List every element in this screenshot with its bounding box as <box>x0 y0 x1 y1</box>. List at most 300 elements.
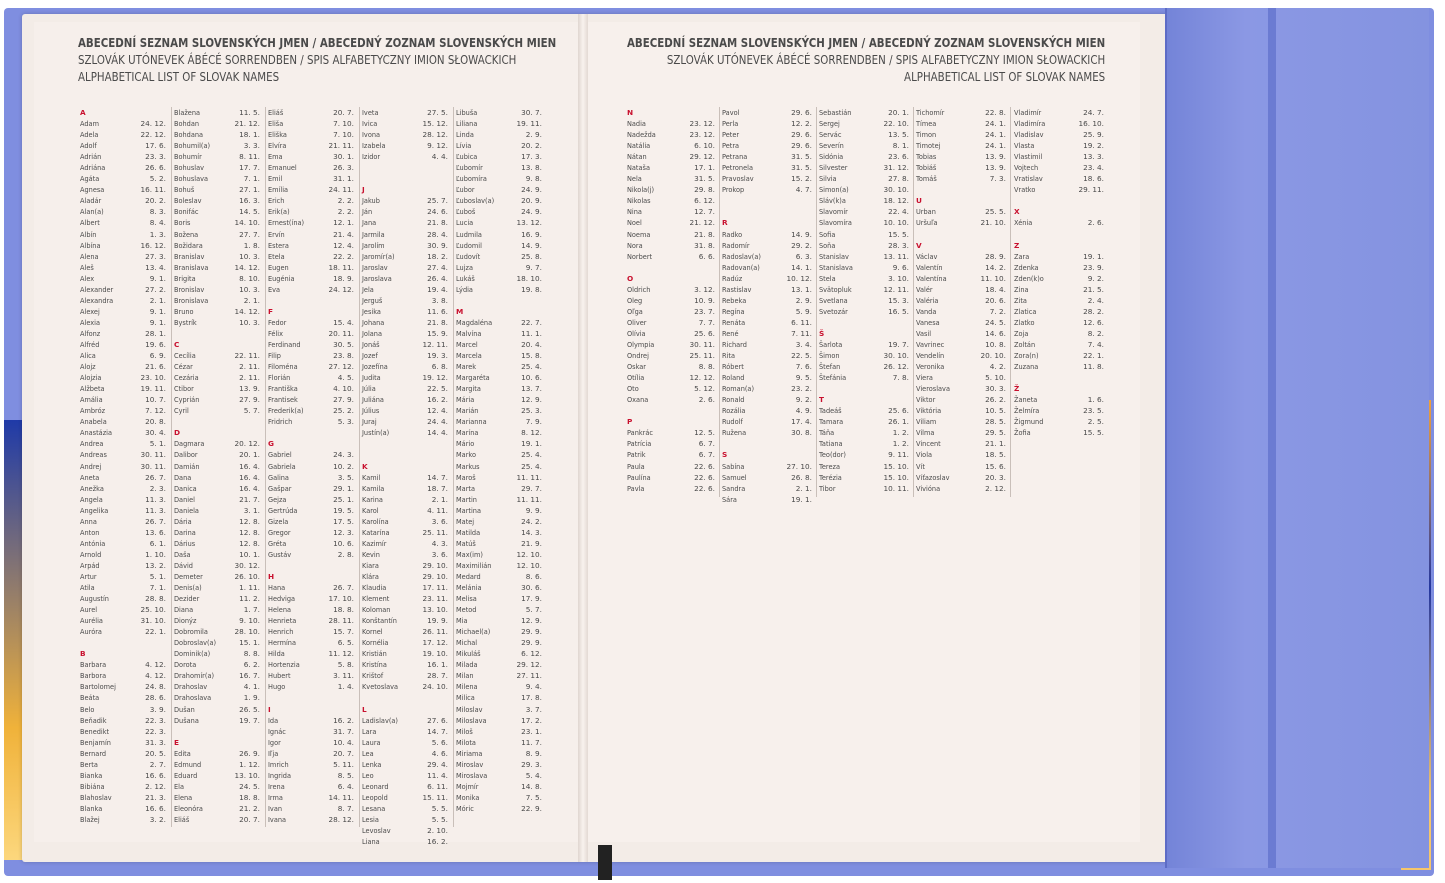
name-entry <box>722 107 812 118</box>
name-day-date: 1. 7. <box>243 605 260 615</box>
name-entry <box>456 449 542 460</box>
name-text: Paulína <box>627 472 651 482</box>
name-day-date: 8. 1. <box>892 141 909 151</box>
name-entry <box>268 472 354 483</box>
name-column-1 <box>80 107 166 825</box>
name-entry <box>456 372 542 383</box>
name-day-date: 7. 5. <box>525 792 542 802</box>
letter-heading: S <box>722 450 728 460</box>
name-text: Judita <box>362 373 381 383</box>
name-text: Benjamín <box>80 737 111 747</box>
name-text: Valentína <box>916 273 947 283</box>
name-text: Elvíra <box>268 141 287 151</box>
name-text: Jozefína <box>362 362 388 372</box>
name-day-date: 22. 12. <box>140 130 166 140</box>
name-entry <box>174 372 260 383</box>
name-entry <box>456 571 542 582</box>
name-entry <box>174 692 260 703</box>
name-text: Ľubomíra <box>456 174 487 184</box>
name-entry <box>722 251 812 262</box>
name-day-date: 11. 7. <box>521 737 542 747</box>
name-entry <box>1014 328 1104 339</box>
name-day-date: 1. 3. <box>149 229 166 239</box>
name-entry <box>456 129 542 140</box>
name-text: Žofia <box>1014 428 1031 438</box>
name-entry <box>362 571 448 582</box>
name-entry <box>80 273 166 284</box>
name-day-date: 12. 8. <box>239 538 260 548</box>
name-entry <box>456 405 542 416</box>
spacer <box>722 438 812 449</box>
name-day-date: 7. 12. <box>145 406 166 416</box>
name-entry <box>1014 306 1104 317</box>
name-day-date: 5. 11. <box>333 759 354 769</box>
name-day-date: 29. 4. <box>427 759 448 769</box>
name-entry <box>456 748 542 759</box>
name-day-date: 7. 9. <box>525 417 542 427</box>
name-text: Markus <box>456 461 480 471</box>
name-text: Dobromila <box>174 627 208 637</box>
name-text: Zoja <box>1014 328 1029 338</box>
name-day-date: 5. 9. <box>795 306 812 316</box>
name-text: Tadeáš <box>819 406 842 416</box>
name-text: Valentín <box>916 262 943 272</box>
name-entry <box>80 593 166 604</box>
name-text: Blažej <box>80 815 100 824</box>
name-day-date: 13. 2. <box>145 560 166 570</box>
name-entry <box>627 438 715 449</box>
name-text: Danica <box>174 483 197 493</box>
name-text: Daniela <box>174 505 199 515</box>
name-day-date: 18. 7. <box>427 483 448 493</box>
name-entry <box>722 483 812 494</box>
name-day-date: 14. 8. <box>521 781 542 791</box>
name-text: Jarolím <box>362 240 385 250</box>
name-entry <box>722 151 812 162</box>
name-day-date: 19. 7. <box>239 715 260 725</box>
name-entry <box>722 328 812 339</box>
name-day-date: 25. 4. <box>521 450 542 460</box>
name-entry <box>627 195 715 206</box>
name-entry <box>456 505 542 516</box>
name-day-date: 2. 11. <box>239 362 260 372</box>
name-entry <box>456 461 542 472</box>
name-entry <box>174 659 260 670</box>
name-day-date: 15. 11. <box>422 792 448 802</box>
name-text: Klement <box>362 594 390 604</box>
name-text: Lýdia <box>456 284 473 294</box>
name-entry <box>362 284 448 295</box>
name-day-date: 16. 2. <box>333 715 354 725</box>
name-day-date: 29. 9. <box>521 638 542 648</box>
name-entry <box>362 593 448 604</box>
name-day-date: 5. 5. <box>431 803 448 813</box>
name-entry <box>819 140 909 151</box>
name-text: Miroslav <box>456 759 484 769</box>
name-entry <box>362 560 448 571</box>
name-day-date: 7. 6. <box>795 362 812 372</box>
name-day-date: 14. 5. <box>239 207 260 217</box>
name-day-date: 23. 5. <box>1083 406 1104 416</box>
name-entry <box>174 350 260 361</box>
name-entry <box>456 229 542 240</box>
name-entry <box>1014 361 1104 372</box>
name-entry <box>362 615 448 626</box>
name-entry <box>456 273 542 284</box>
column-divider <box>913 107 914 497</box>
name-text: Daša <box>174 549 191 559</box>
name-day-date: 12. 7. <box>694 207 715 217</box>
name-entry <box>174 648 260 659</box>
name-text: Václav <box>916 251 938 261</box>
letter-heading: Z <box>1014 240 1020 250</box>
name-day-date: 9. 2. <box>1087 273 1104 283</box>
name-entry <box>1014 394 1104 405</box>
name-text: Blažena <box>174 108 201 117</box>
name-text: Pavol <box>722 108 740 117</box>
name-text: Bohdana <box>174 130 204 140</box>
name-day-date: 26. 7. <box>145 472 166 482</box>
name-day-date: 15. 8. <box>521 351 542 361</box>
name-text: Aurel <box>80 605 98 615</box>
name-entry <box>174 394 260 405</box>
name-text: Júlia <box>362 384 376 394</box>
name-text: Matúš <box>456 538 476 548</box>
name-day-date: 20. 1. <box>888 108 909 117</box>
name-day-date: 10. 3. <box>239 317 260 327</box>
name-day-date: 18. 11. <box>328 262 354 272</box>
name-text: Vieroslava <box>916 384 950 394</box>
name-text: Alexia <box>80 317 100 327</box>
name-text: Oľga <box>627 306 643 316</box>
name-text: Lesana <box>362 803 386 813</box>
name-day-date: 17. 5. <box>333 516 354 526</box>
name-day-date: 2. 1. <box>795 483 812 493</box>
name-text: Uršuľa <box>916 218 938 228</box>
name-text: Michal <box>456 638 478 648</box>
name-text: Sandra <box>722 483 746 493</box>
name-entry <box>916 173 1006 184</box>
name-day-date: 24. 3. <box>333 450 354 460</box>
name-day-date: 27. 9. <box>239 395 260 405</box>
letter-heading: L <box>362 704 367 714</box>
name-text: Leo <box>362 770 374 780</box>
name-day-date: 2. 3. <box>149 483 166 493</box>
name-text: Tomáš <box>916 174 937 184</box>
name-text: Erich <box>268 196 285 206</box>
name-text: Kornel <box>362 627 383 637</box>
name-day-date: 8. 8. <box>698 362 715 372</box>
name-entry <box>174 184 260 195</box>
name-day-date: 7. 1. <box>243 174 260 184</box>
name-entry <box>722 416 812 427</box>
name-text: Bohuslava <box>174 174 209 184</box>
name-text: Ondrej <box>627 351 649 361</box>
name-text: Ján <box>362 207 373 217</box>
name-entry <box>362 494 448 505</box>
name-column-6 <box>627 107 715 494</box>
name-day-date: 6. 6. <box>698 251 715 261</box>
name-entry <box>268 814 354 825</box>
name-entry <box>362 814 448 825</box>
name-entry <box>80 162 166 173</box>
name-entry <box>80 516 166 527</box>
name-text: Jesika <box>362 306 381 316</box>
name-text: Ľudovít <box>456 251 481 261</box>
name-entry <box>362 836 448 847</box>
letter-heading: Ž <box>1014 384 1020 394</box>
name-entry <box>268 416 354 427</box>
name-text: Magdaléna <box>456 317 493 327</box>
letter-heading: R <box>722 218 728 228</box>
name-entry <box>916 328 1006 339</box>
name-entry <box>627 284 715 295</box>
name-day-date: 30. 7. <box>521 108 542 117</box>
name-entry <box>722 394 812 405</box>
name-entry <box>362 825 448 836</box>
name-text: Matilda <box>456 527 481 537</box>
name-text: Vladislav <box>1014 130 1044 140</box>
name-text: Eduard <box>174 770 198 780</box>
name-day-date: 21. 9. <box>521 538 542 548</box>
name-text: Melisa <box>456 594 477 604</box>
name-text: Peter <box>722 130 740 140</box>
name-text: Eugénia <box>268 273 295 283</box>
name-text: Bystrík <box>174 317 197 327</box>
name-day-date: 22. 9. <box>521 803 542 813</box>
name-text: Soňa <box>819 240 836 250</box>
name-entry <box>819 361 909 372</box>
name-day-date: 29. 9. <box>521 627 542 637</box>
name-entry <box>362 129 448 140</box>
name-text: Dobroslav(a) <box>174 638 217 648</box>
name-text: Leonard <box>362 781 389 791</box>
name-day-date: 8. 9. <box>525 748 542 758</box>
name-entry <box>80 814 166 825</box>
name-entry <box>268 681 354 692</box>
name-entry <box>174 549 260 560</box>
name-entry <box>268 659 354 670</box>
name-text: Konštantín <box>362 616 397 626</box>
name-day-date: 4. 12. <box>145 671 166 681</box>
name-text: Elena <box>174 792 193 802</box>
name-entry <box>268 759 354 770</box>
name-text: Štefánia <box>819 373 847 383</box>
name-day-date: 21. 5. <box>1083 284 1104 294</box>
name-text: Roman(a) <box>722 384 755 394</box>
spacer <box>456 295 542 306</box>
name-entry <box>456 394 542 405</box>
name-entry <box>456 527 542 538</box>
name-text: Agnesa <box>80 185 105 195</box>
name-entry <box>456 162 542 173</box>
name-day-date: 26. 6. <box>145 163 166 173</box>
name-text: Eliáš <box>268 108 284 117</box>
name-entry <box>80 306 166 317</box>
name-entry <box>80 748 166 759</box>
name-day-date: 22. 5. <box>791 351 812 361</box>
name-entry <box>268 792 354 803</box>
name-day-date: 7. 4. <box>1087 339 1104 349</box>
name-text: Oskar <box>627 362 647 372</box>
name-entry <box>174 538 260 549</box>
name-day-date: 5. 1. <box>149 571 166 581</box>
name-day-date: 2. 5. <box>1087 417 1104 427</box>
name-day-date: 29. 8. <box>694 185 715 195</box>
name-entry <box>1014 140 1104 151</box>
name-text: Samuel <box>722 472 747 482</box>
name-text: Lea <box>362 748 374 758</box>
name-entry <box>916 405 1006 416</box>
name-day-date: 1. 2. <box>892 428 909 438</box>
name-text: Klaudia <box>362 583 387 593</box>
name-entry <box>362 792 448 803</box>
name-text: Nela <box>627 174 642 184</box>
name-text: Adolf <box>80 141 97 151</box>
name-entry <box>362 394 448 405</box>
name-day-date: 26. 3. <box>333 163 354 173</box>
name-day-date: 7. 8. <box>892 373 909 383</box>
name-entry <box>80 251 166 262</box>
name-day-date: 19. 4. <box>427 284 448 294</box>
name-entry <box>456 648 542 659</box>
name-text: Oliver <box>627 317 647 327</box>
name-day-date: 13. 8. <box>521 163 542 173</box>
name-entry <box>80 659 166 670</box>
name-entry <box>174 206 260 217</box>
name-text: Mia <box>456 616 468 626</box>
cover-flap[interactable] <box>1165 8 1429 868</box>
name-entry <box>362 715 448 726</box>
name-text: Atila <box>80 583 95 593</box>
name-text: Slavomír <box>819 207 848 217</box>
name-text: Severín <box>819 141 844 151</box>
name-text: Ľudomil <box>456 240 482 250</box>
name-day-date: 15. 5. <box>1083 428 1104 438</box>
spacer <box>268 295 354 306</box>
name-entry <box>174 560 260 571</box>
name-entry <box>1014 217 1104 228</box>
name-entry <box>80 670 166 681</box>
name-text: Barbara <box>80 660 107 670</box>
name-day-date: 3. 8. <box>431 295 448 305</box>
name-text: Nora <box>627 240 643 250</box>
name-entry <box>722 494 812 505</box>
name-text: Edita <box>174 748 191 758</box>
name-day-date: 8. 5. <box>337 770 354 780</box>
name-entry <box>722 273 812 284</box>
name-text: Gašpar <box>268 483 292 493</box>
name-text: Galina <box>268 472 289 482</box>
name-text: Šimon <box>819 351 840 361</box>
name-day-date: 25. 5. <box>985 207 1006 217</box>
name-entry <box>1014 162 1104 173</box>
name-day-date: 23. 8. <box>333 351 354 361</box>
name-day-date: 28. 7. <box>427 671 448 681</box>
name-entry <box>1014 184 1104 195</box>
name-entry <box>268 505 354 516</box>
name-entry <box>916 107 1006 118</box>
name-day-date: 5. 12. <box>694 384 715 394</box>
name-day-date: 28. 1. <box>145 328 166 338</box>
name-entry <box>819 162 909 173</box>
name-entry <box>80 615 166 626</box>
name-day-date: 7. 10. <box>333 119 354 129</box>
name-text: Krištof <box>362 671 384 681</box>
name-entry <box>80 626 166 637</box>
name-day-date: 8. 2. <box>1087 328 1104 338</box>
name-text: Sára <box>722 494 737 504</box>
name-day-date: 29. 7. <box>521 483 542 493</box>
name-text: Estera <box>268 240 289 250</box>
letter-heading: X <box>1014 207 1020 217</box>
name-entry <box>362 118 448 129</box>
name-entry <box>456 262 542 273</box>
name-text: Kristián <box>362 649 387 659</box>
name-entry <box>722 184 812 195</box>
name-entry <box>456 427 542 438</box>
name-entry <box>174 240 260 251</box>
column-divider <box>719 107 720 497</box>
name-entry <box>819 107 909 118</box>
name-day-date: 9. 1. <box>149 273 166 283</box>
name-entry <box>627 317 715 328</box>
name-text: Mikuláš <box>456 649 481 659</box>
book-gutter <box>578 14 588 862</box>
name-text: Amália <box>80 395 103 405</box>
name-column-3 <box>268 107 354 825</box>
name-text: Vlasta <box>1014 141 1035 151</box>
heading-line-1: ABECEDNÍ SEZNAM SLOVENSKÝCH JMEN / ABECEDNÝ ZOZNAM SLOVENSKÝCH MIEN <box>78 35 557 50</box>
name-day-date: 6. 11. <box>427 781 448 791</box>
name-day-date: 26. 9. <box>239 748 260 758</box>
name-entry <box>174 781 260 792</box>
name-day-date: 19. 1. <box>791 494 812 504</box>
name-text: Teo(dor) <box>819 450 846 460</box>
name-day-date: 22. 6. <box>694 472 715 482</box>
name-entry <box>722 405 812 416</box>
spacer <box>627 262 715 273</box>
name-text: Fridrich <box>268 417 293 427</box>
name-entry <box>268 781 354 792</box>
name-text: Gizela <box>268 516 289 526</box>
name-day-date: 6. 7. <box>698 439 715 449</box>
name-entry <box>80 538 166 549</box>
name-text: Rozália <box>722 406 746 416</box>
name-text: Želmíra <box>1014 406 1040 416</box>
name-text: Hilda <box>268 649 285 659</box>
name-entry <box>80 803 166 814</box>
name-day-date: 12. 10. <box>516 560 542 570</box>
name-entry <box>456 615 542 626</box>
elastic-strap[interactable] <box>1268 8 1276 868</box>
name-entry <box>362 240 448 251</box>
name-entry <box>722 173 812 184</box>
name-entry <box>627 184 715 195</box>
name-text: Zita <box>1014 295 1027 305</box>
name-text: Melánia <box>456 583 482 593</box>
name-text: Hana <box>268 583 286 593</box>
name-day-date: 16. 2. <box>427 395 448 405</box>
name-text: Viktor <box>916 395 936 405</box>
name-day-date: 20. 12. <box>234 439 260 449</box>
name-entry <box>916 483 1006 494</box>
bookmark-ribbon[interactable] <box>598 845 612 880</box>
name-text: Slavomíra <box>819 218 852 228</box>
name-text: Dezider <box>174 594 200 604</box>
name-day-date: 17. 2. <box>521 715 542 725</box>
name-entry <box>174 516 260 527</box>
